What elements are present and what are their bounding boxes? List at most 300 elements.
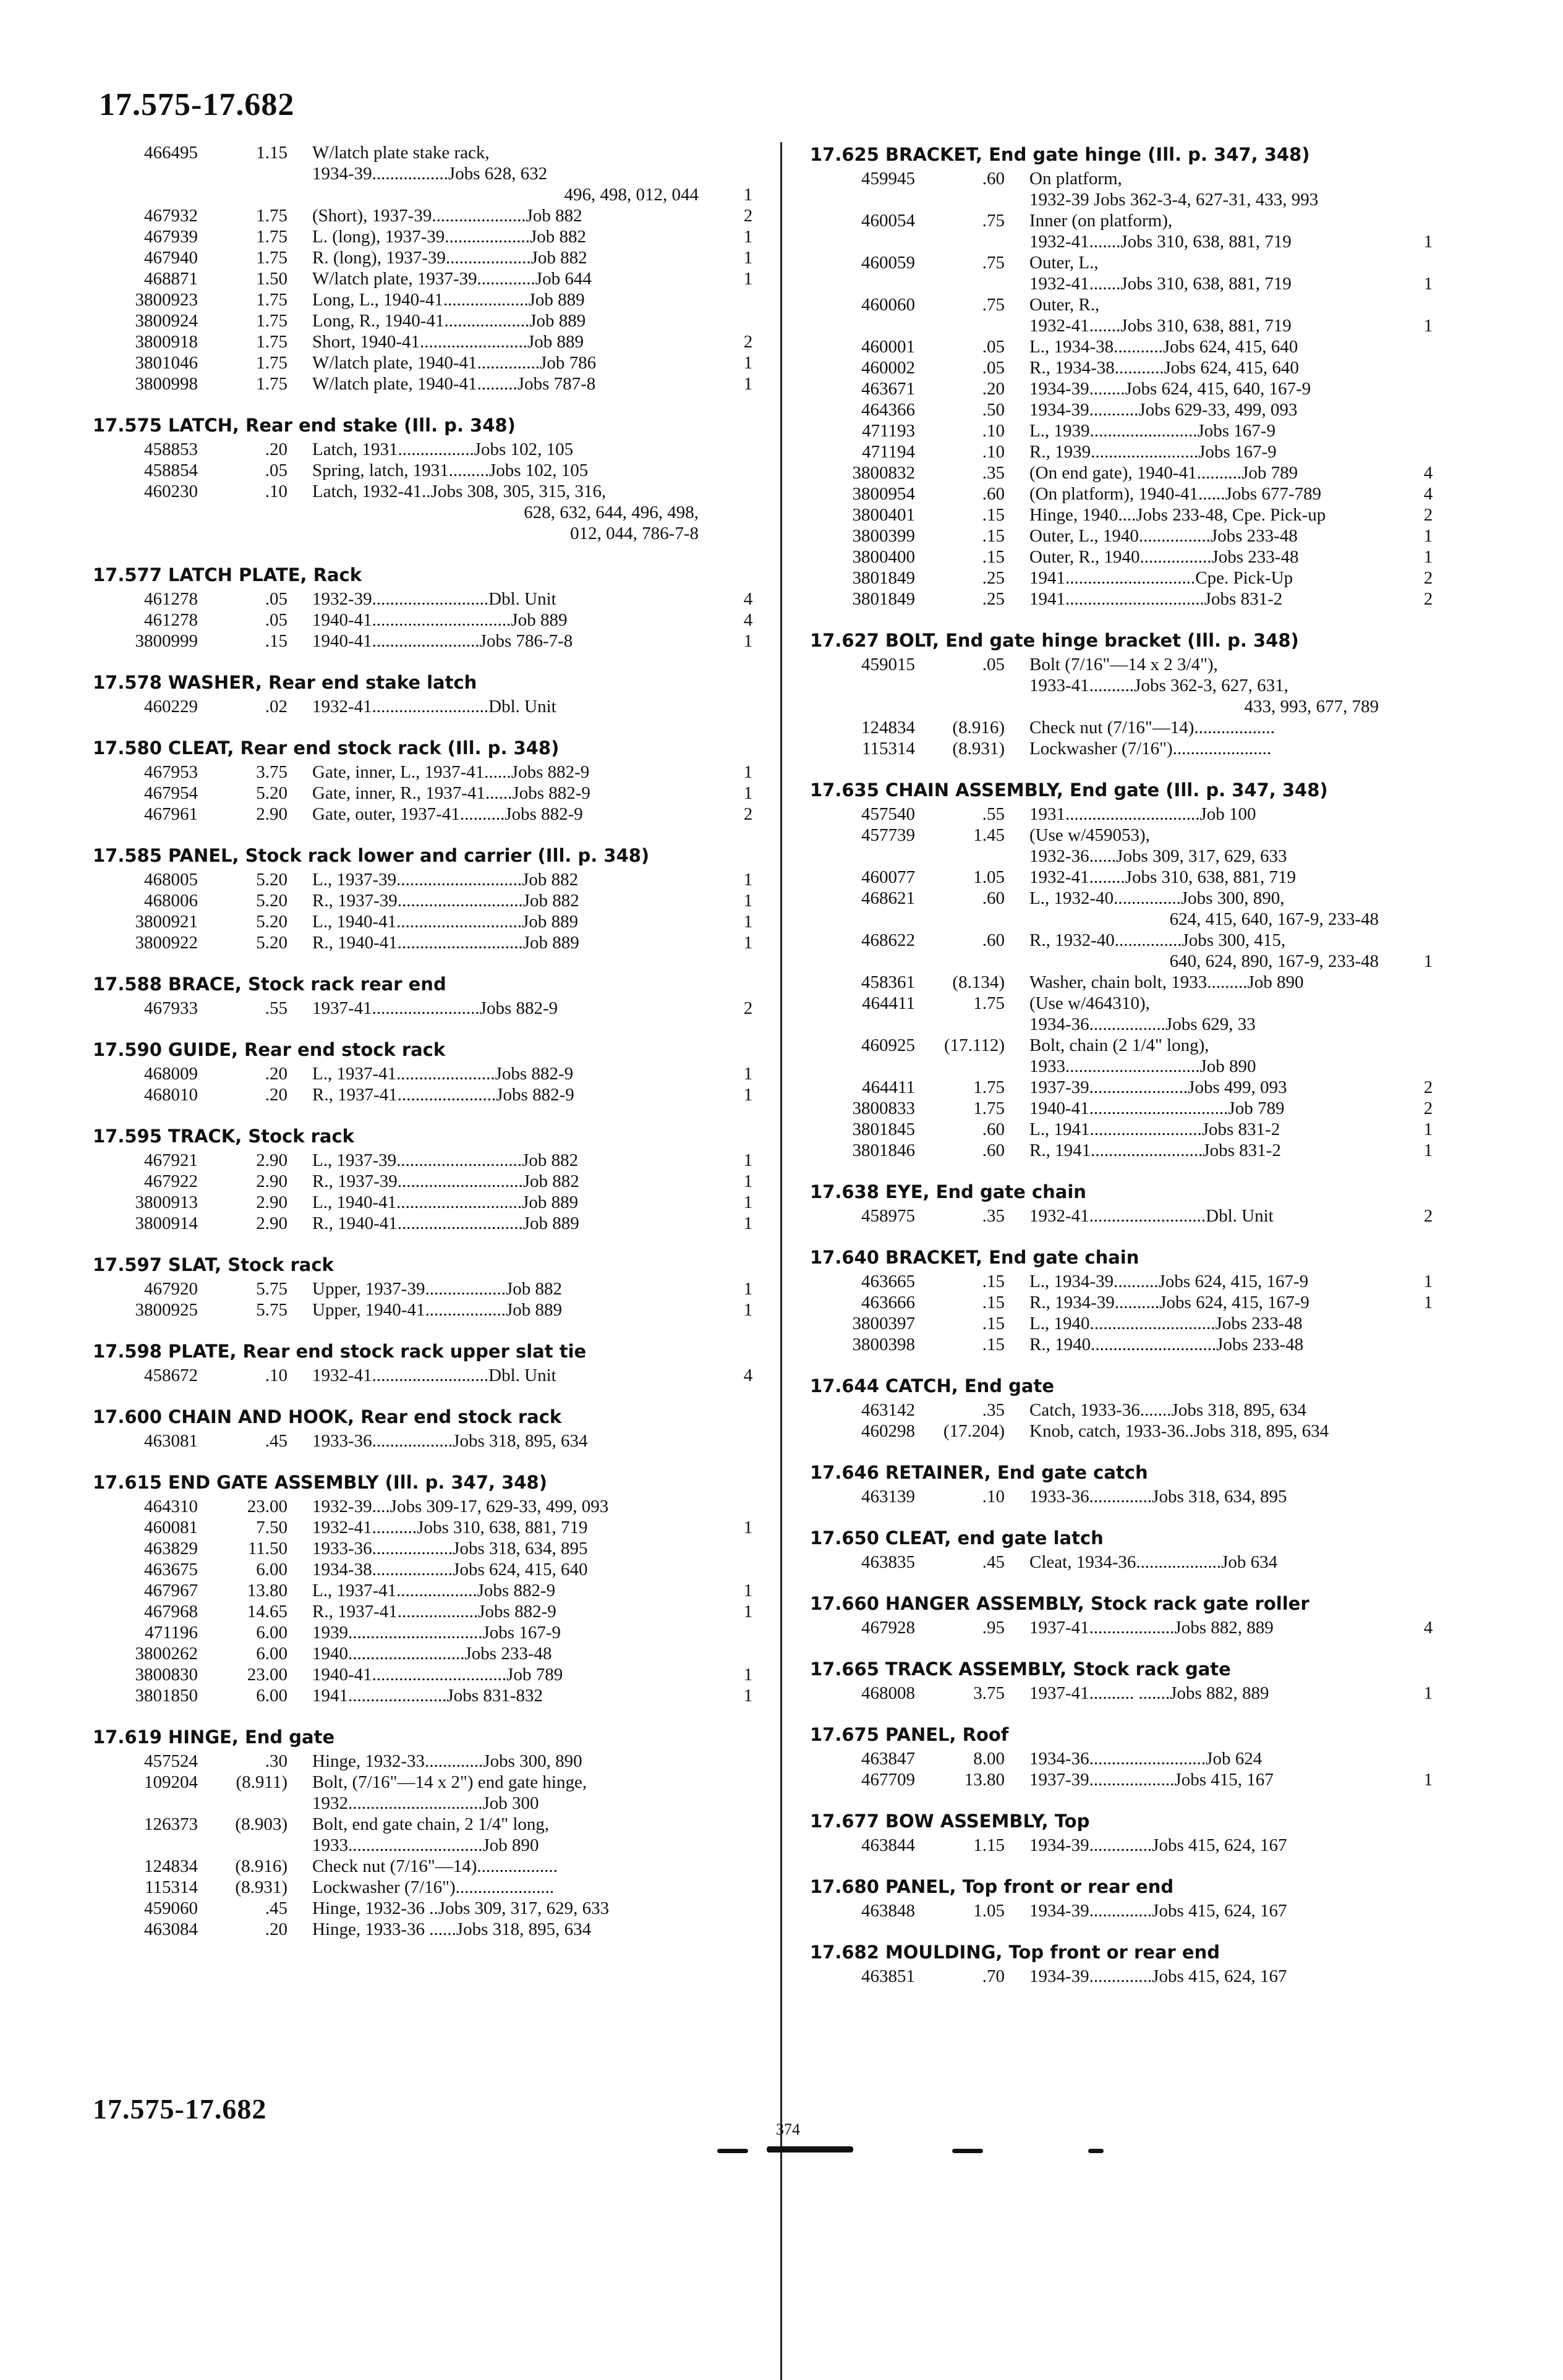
part-row (810, 399, 1441, 420)
section-number: 17.595 (93, 1126, 162, 1147)
part-quantity: 1 (743, 269, 753, 289)
catalog-section (93, 1470, 760, 1706)
part-number: 3800923 (135, 290, 198, 310)
part-description: 1932-39 Jobs 362-3-4, 627-31, 433, 993 (1029, 190, 1319, 210)
part-description: 1932-41.......Jobs 310, 638, 881, 719 (1029, 316, 1292, 336)
section-heading (93, 1037, 760, 1062)
part-price: .15 (982, 1314, 1005, 1333)
part-row (810, 1900, 1441, 1921)
page-number: 374 (776, 2120, 800, 2138)
part-number: 3800921 (135, 912, 198, 932)
part-price: .20 (265, 1064, 287, 1084)
section-title: BRACE, Stock rack rear end (168, 974, 446, 995)
part-row (93, 696, 760, 717)
part-price: 5.75 (256, 1300, 287, 1320)
part-number: 458361 (861, 972, 915, 992)
catalog-section (810, 1179, 1441, 1226)
part-description: 1941...............................Jobs 831-2 (1029, 589, 1283, 609)
part-price: 23.00 (247, 1665, 287, 1685)
part-quantity: 1 (1423, 1120, 1433, 1139)
part-price: 1.75 (256, 206, 287, 226)
part-row (93, 1192, 760, 1213)
part-row (93, 226, 760, 247)
section-number: 17.598 (93, 1341, 162, 1362)
section-heading (810, 142, 1441, 167)
part-number: 457524 (144, 1751, 198, 1771)
part-row (93, 1751, 760, 1772)
part-quantity: 2 (1423, 589, 1433, 609)
section-heading (810, 778, 1441, 802)
part-description: L., 1934-39..........Jobs 624, 415, 167-9 (1029, 1272, 1309, 1291)
section-title: CATCH, End gate (885, 1375, 1055, 1396)
part-price: .05 (265, 461, 287, 480)
part-price: 14.65 (247, 1602, 287, 1621)
part-jobs: 628, 632, 644, 496, 498, (524, 503, 699, 522)
part-description: Bolt, chain (2 1/4" long), (1029, 1035, 1209, 1055)
page-footer-range: 17.575-17.682 (93, 2093, 267, 2125)
part-row (93, 331, 760, 352)
part-price: (8.931) (235, 1877, 287, 1897)
part-row (810, 546, 1441, 567)
part-description: L., 1941.........................Jobs 831-2 (1029, 1120, 1280, 1139)
catalog-section (810, 1874, 1441, 1921)
part-quantity: 1 (743, 762, 753, 782)
part-price: 6.00 (256, 1644, 287, 1664)
section-title: CLEAT, end gate latch (885, 1528, 1104, 1549)
section-heading (810, 1526, 1441, 1550)
part-row (810, 420, 1441, 441)
part-description: Check nut (7/16"—14).................. (312, 1856, 558, 1876)
part-description: L., 1937-39............................Job 882 (312, 870, 579, 890)
part-price: .10 (982, 442, 1005, 462)
part-price: 3.75 (973, 1683, 1005, 1703)
part-number: 3800954 (852, 484, 915, 504)
part-number: 3801046 (135, 353, 198, 373)
part-row (93, 1063, 760, 1084)
part-description: 1937-39...................Jobs 415, 167 (1029, 1770, 1274, 1790)
part-price: 5.20 (256, 783, 287, 803)
part-description: Lockwasher (7/16")...................... (1029, 739, 1272, 759)
part-row (810, 1421, 1441, 1442)
part-row (93, 289, 760, 310)
part-number: 468006 (144, 891, 198, 911)
part-row (93, 142, 760, 163)
part-description: 1934-39..............Jobs 415, 624, 167 (1029, 1835, 1287, 1855)
part-description: 1940-41..............................Job 789 (312, 1665, 563, 1685)
part-description: On platform, (1029, 169, 1122, 189)
section-title: BRACKET, End gate chain (885, 1247, 1139, 1268)
section-title: CLEAT, Rear end stock rack (Ill. p. 348) (168, 737, 560, 759)
part-row (810, 825, 1441, 846)
part-description: (On platform), 1940-41......Jobs 677-789 (1029, 484, 1322, 504)
part-number: 3800922 (135, 933, 198, 953)
part-number: 467922 (144, 1171, 198, 1191)
part-row (93, 205, 760, 226)
part-description: 1933..............................Job 890 (1029, 1056, 1256, 1076)
section-number: 17.577 (93, 564, 162, 585)
part-price: .60 (982, 1120, 1005, 1139)
part-description: 1932-41..........................Dbl. Unit (1029, 1206, 1274, 1226)
section-heading (93, 1252, 760, 1277)
catalog-section (810, 1526, 1441, 1573)
part-description: L., 1940............................Jobs 233-48 (1029, 1314, 1303, 1333)
part-number: 468010 (144, 1085, 198, 1105)
part-row (810, 972, 1441, 993)
part-description: 1940-41...............................Job 789 (1029, 1099, 1285, 1118)
part-quantity: 1 (743, 1279, 753, 1299)
part-description: 1932-41..........................Dbl. Unit (312, 697, 556, 716)
part-number: 463829 (144, 1539, 198, 1558)
part-description: 1934-39...........Jobs 629-33, 499, 093 (1029, 400, 1298, 420)
part-row (93, 184, 760, 205)
part-quantity: 1 (1423, 1770, 1433, 1790)
catalog-section (810, 1722, 1441, 1790)
part-number: 3800398 (852, 1335, 915, 1354)
section-title: GUIDE, Rear end stock rack (168, 1039, 446, 1060)
part-quantity: 1 (1423, 526, 1433, 546)
section-heading (93, 563, 760, 587)
part-price: .05 (982, 655, 1005, 674)
part-number: 468009 (144, 1064, 198, 1084)
section-number: 17.585 (93, 845, 162, 866)
part-row (93, 163, 760, 184)
part-description: L., 1932-40...............Jobs 300, 890, (1029, 888, 1285, 908)
part-number: 460001 (861, 337, 915, 357)
part-description: 1932-41.......Jobs 310, 638, 881, 719 (1029, 274, 1292, 294)
part-description: Long, R., 1940-41...................Job 889 (312, 311, 586, 331)
part-description: Check nut (7/16"—14).................. (1029, 718, 1275, 737)
part-row (93, 631, 760, 652)
part-row (93, 1278, 760, 1299)
part-row (810, 525, 1441, 546)
part-row (93, 1664, 760, 1685)
part-number: 467940 (144, 248, 198, 268)
part-description: Bolt, end gate chain, 2 1/4" long, (312, 1814, 550, 1834)
part-row (93, 911, 760, 932)
part-number: 3800401 (852, 505, 915, 525)
part-description: 1933..............................Job 890 (312, 1835, 539, 1855)
part-number: 3800924 (135, 311, 198, 331)
part-quantity: 1 (743, 227, 753, 247)
part-description: (Short), 1937-39.....................Job 882 (312, 206, 582, 226)
part-description: 1932-41..........................Dbl. Unit (312, 1366, 556, 1385)
catalog-section (93, 1405, 760, 1451)
part-number: 460925 (861, 1035, 915, 1055)
part-row (93, 1538, 760, 1559)
part-description: (Use w/459053), (1029, 825, 1150, 845)
part-row (93, 869, 760, 890)
part-price: .15 (982, 505, 1005, 525)
part-row (810, 168, 1441, 189)
section-number: 17.680 (810, 1876, 879, 1897)
section-number: 17.597 (93, 1254, 162, 1275)
scan-mark (717, 2149, 748, 2153)
part-row (810, 993, 1441, 1014)
section-number: 17.635 (810, 780, 879, 801)
part-description: 1932-39..........................Dbl. Unit (312, 589, 556, 609)
part-description: Inner (on platform), (1029, 211, 1173, 231)
section-title: BOLT, End gate hinge bracket (Ill. p. 348) (885, 630, 1299, 651)
part-description: 1932-41........Jobs 310, 638, 881, 719 (1029, 867, 1296, 887)
part-number: 124834 (861, 718, 915, 737)
part-row (810, 696, 1441, 717)
part-number: 3801850 (135, 1686, 198, 1706)
section-title: TRACK ASSEMBLY, Stock rack gate (885, 1659, 1231, 1680)
part-row (810, 189, 1441, 210)
part-number: 463847 (861, 1749, 915, 1769)
part-quantity: 1 (1423, 1141, 1433, 1160)
part-price: 23.00 (247, 1497, 287, 1516)
part-number: 463835 (861, 1552, 915, 1572)
part-row (810, 675, 1441, 696)
part-price: 8.00 (973, 1749, 1005, 1769)
part-quantity: 1 (743, 353, 753, 373)
part-row (93, 1643, 760, 1664)
part-row (93, 1084, 760, 1105)
section-title: PANEL, Top front or rear end (885, 1876, 1174, 1897)
part-description: Outer, L., (1029, 253, 1099, 273)
part-description: 1934-38..................Jobs 624, 415, 640 (312, 1560, 588, 1579)
part-number: 466495 (144, 143, 198, 163)
part-description: 1932-41.......Jobs 310, 638, 881, 719 (1029, 232, 1292, 252)
part-price: .60 (982, 169, 1005, 189)
part-row (93, 1919, 760, 1940)
part-quantity: 1 (743, 1665, 753, 1685)
part-row (810, 804, 1441, 825)
part-number: 467954 (144, 783, 198, 803)
part-number: 460059 (861, 253, 915, 273)
part-description: 1933-41..........Jobs 362-3, 627, 631, (1029, 676, 1288, 695)
part-quantity: 1 (743, 1686, 753, 1706)
column-divider (780, 142, 782, 2380)
part-price: .30 (265, 1751, 287, 1771)
part-quantity: 1 (1423, 1272, 1433, 1291)
part-price: .45 (265, 1898, 287, 1918)
part-number: 467921 (144, 1150, 198, 1170)
section-title: END GATE ASSEMBLY (Ill. p. 347, 348) (168, 1472, 547, 1493)
part-quantity: 1 (1423, 547, 1433, 567)
catalog-section (93, 670, 760, 717)
section-title: LATCH, Rear end stake (Ill. p. 348) (168, 415, 516, 436)
part-price: .25 (982, 589, 1005, 609)
part-price: .15 (982, 547, 1005, 567)
part-number: 3800832 (852, 463, 915, 483)
part-quantity: 1 (1423, 951, 1433, 971)
section-number: 17.677 (810, 1811, 879, 1832)
part-number: 463139 (861, 1487, 915, 1507)
part-row (93, 373, 760, 394)
section-heading (810, 1245, 1441, 1270)
section-number: 17.660 (810, 1593, 879, 1614)
part-number: 467953 (144, 762, 198, 782)
part-number: 115314 (862, 739, 915, 759)
part-row (93, 1213, 760, 1234)
catalog-section (93, 563, 760, 652)
part-quantity: 1 (743, 1300, 753, 1320)
part-quantity: 1 (1423, 1683, 1433, 1703)
part-number: 460230 (144, 482, 198, 501)
part-price: .75 (982, 253, 1005, 273)
section-heading (810, 1591, 1441, 1616)
part-row (810, 951, 1441, 972)
part-description: 1937-41...................Jobs 882, 889 (1029, 1618, 1274, 1638)
part-price: .05 (982, 337, 1005, 357)
section-number: 17.615 (93, 1472, 162, 1493)
catalog-section (810, 1940, 1441, 1987)
part-quantity: 1 (743, 1192, 753, 1212)
part-row (93, 460, 760, 481)
catalog-section (810, 1591, 1441, 1638)
part-description: Gate, outer, 1937-41..........Jobs 882-9 (312, 804, 583, 824)
section-title: BRACKET, End gate hinge (Ill. p. 347, 348) (885, 144, 1310, 165)
part-description: (On end gate), 1940-41..........Job 789 (1029, 463, 1298, 483)
part-quantity: 1 (743, 1171, 753, 1191)
part-description: R., 1937-39............................Job 882 (312, 1171, 579, 1191)
part-row (810, 1552, 1441, 1573)
section-heading (93, 670, 760, 695)
part-description: Lockwasher (7/16")...................... (312, 1877, 555, 1897)
part-row (93, 1517, 760, 1538)
part-number: 460077 (861, 867, 915, 887)
part-number: 463671 (861, 379, 915, 399)
part-number: 463844 (861, 1835, 915, 1855)
part-quantity: 4 (743, 589, 753, 609)
part-description: L. (long), 1937-39...................Job 882 (312, 227, 587, 247)
part-description: 1932..............................Job 300 (312, 1793, 539, 1813)
part-price: 3.75 (256, 762, 287, 782)
part-description: Long, L., 1940-41...................Job 889 (312, 290, 585, 310)
catalog-section (93, 1124, 760, 1234)
section-heading (810, 1940, 1441, 1965)
part-number: 460298 (861, 1421, 915, 1441)
catalog-section (93, 1252, 760, 1320)
part-quantity: 2 (743, 804, 753, 824)
part-price: .70 (982, 1966, 1005, 1986)
part-quantity: 4 (1423, 463, 1433, 483)
part-row (93, 1580, 760, 1601)
part-description: 1937-39......................Jobs 499, 093 (1029, 1077, 1287, 1097)
part-row (810, 1400, 1441, 1421)
part-row (810, 846, 1441, 867)
part-row (810, 252, 1441, 273)
part-description: 1934-39.................Jobs 628, 632 (312, 164, 548, 184)
part-jobs: 496, 498, 012, 044 (564, 185, 699, 205)
section-heading (810, 1374, 1441, 1398)
part-row (93, 1601, 760, 1622)
part-description: 1940-41........................Jobs 786-7-8 (312, 631, 573, 651)
part-row (93, 1877, 760, 1898)
part-number: 3800913 (135, 1192, 198, 1212)
part-description: Short, 1940-41........................Job 889 (312, 332, 584, 352)
part-number: 467928 (861, 1618, 915, 1638)
part-description: 1932-39....Jobs 309-17, 629-33, 499, 093 (312, 1497, 609, 1516)
section-title: HINGE, End gate (168, 1727, 335, 1748)
part-quantity: 1 (743, 891, 753, 911)
part-price: 2.90 (256, 1213, 287, 1233)
catalog-section (810, 1809, 1441, 1856)
part-price: 1.75 (256, 248, 287, 268)
part-number: 467961 (144, 804, 198, 824)
part-row (93, 1793, 760, 1814)
part-quantity: 4 (743, 610, 753, 630)
part-description: Washer, chain bolt, 1933.........Job 890 (1029, 972, 1304, 992)
part-quantity: 2 (1423, 568, 1433, 588)
part-row (810, 1140, 1441, 1161)
part-price: .20 (982, 379, 1005, 399)
part-row (810, 1014, 1441, 1035)
part-number: 467939 (144, 227, 198, 247)
part-row (810, 930, 1441, 951)
part-description: L., 1940-41............................Job 889 (312, 1192, 579, 1212)
part-number: 467933 (144, 998, 198, 1018)
part-number: 463666 (861, 1293, 915, 1312)
part-row (93, 1299, 760, 1320)
part-description: Hinge, 1933-36 ......Jobs 318, 895, 634 (312, 1919, 592, 1939)
section-number: 17.590 (93, 1039, 162, 1060)
part-price: .35 (982, 1400, 1005, 1420)
part-price: 2.90 (256, 1150, 287, 1170)
part-row (93, 1772, 760, 1793)
part-description: L., 1937-41......................Jobs 882-9 (312, 1064, 574, 1084)
part-number: 468008 (861, 1683, 915, 1703)
part-price: 1.05 (973, 1901, 1005, 1921)
catalog-section (810, 778, 1441, 1161)
part-row (810, 231, 1441, 252)
section-heading (810, 628, 1441, 653)
part-row (93, 310, 760, 331)
part-row (93, 589, 760, 610)
part-price: .20 (265, 440, 287, 459)
part-number: 3800914 (135, 1213, 198, 1233)
part-row (810, 1205, 1441, 1226)
part-description: W/latch plate, 1937-39.............Job 644 (312, 269, 592, 289)
part-number: 464310 (144, 1497, 198, 1516)
part-row (810, 504, 1441, 525)
part-price: .15 (982, 526, 1005, 546)
part-number: 459060 (144, 1898, 198, 1918)
part-price: 1.75 (256, 374, 287, 394)
part-description: L., 1937-41..................Jobs 882-9 (312, 1581, 556, 1600)
part-row (810, 1966, 1441, 1987)
part-number: 3800399 (852, 526, 915, 546)
catalog-section (93, 413, 760, 544)
catalog-section (810, 1245, 1441, 1355)
part-price: 5.20 (256, 933, 287, 953)
part-number: 471194 (862, 442, 915, 462)
part-description: Spring, latch, 1931.........Jobs 102, 105 (312, 461, 589, 480)
part-description: R., 1934-39..........Jobs 624, 415, 167-9 (1029, 1293, 1310, 1312)
part-quantity: 1 (743, 933, 753, 953)
part-row (810, 357, 1441, 378)
part-number: 3800998 (135, 374, 198, 394)
part-quantity: 2 (743, 998, 753, 1018)
part-description: 1940-41...............................Job 889 (312, 610, 568, 630)
part-description: L., 1937-39............................Job 882 (312, 1150, 579, 1170)
scan-mark (1088, 2149, 1104, 2153)
part-row (93, 932, 760, 953)
part-row (93, 1430, 760, 1451)
part-quantity: 1 (743, 1602, 753, 1621)
part-row (810, 1056, 1441, 1077)
part-description: Bolt (7/16"—14 x 2 3/4"), (1029, 655, 1218, 674)
part-description: W/latch plate stake rack, (312, 143, 490, 163)
section-title: CHAIN AND HOOK, Rear end stock rack (168, 1406, 562, 1427)
part-number: 463675 (144, 1560, 198, 1579)
section-title: BOW ASSEMBLY, Top (885, 1811, 1090, 1832)
section-heading (810, 1179, 1441, 1204)
part-description: Bolt, (7/16"—14 x 2") end gate hinge, (312, 1772, 587, 1792)
part-description: R. (long), 1937-39...................Job 882 (312, 248, 587, 268)
